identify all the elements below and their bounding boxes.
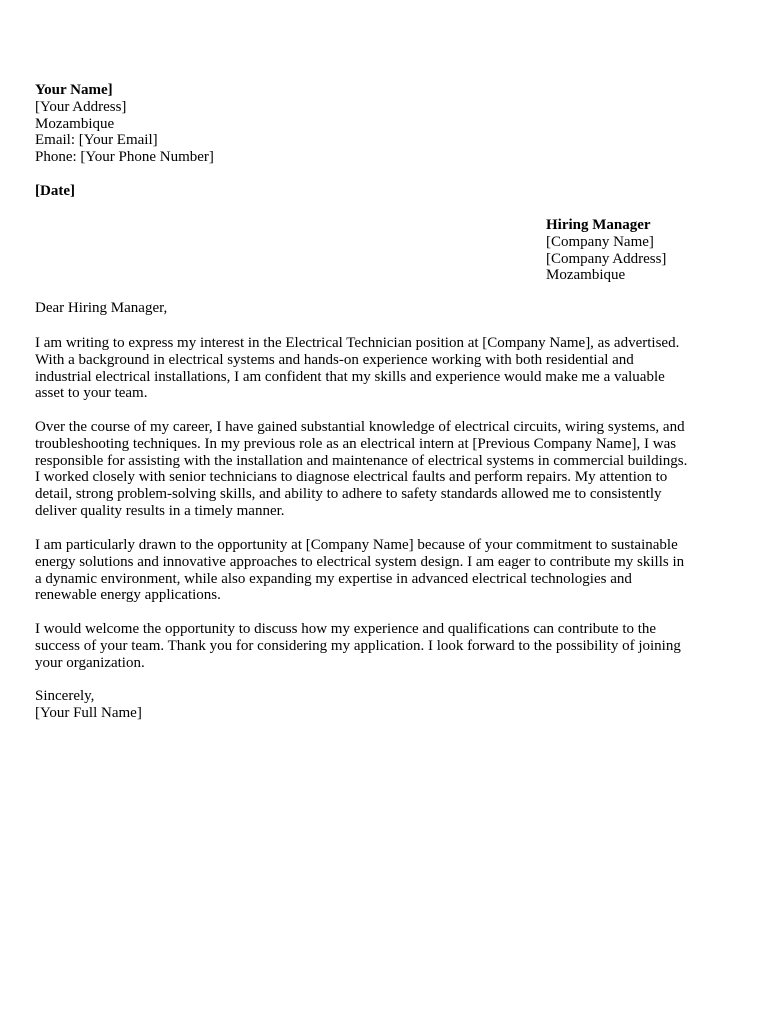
- paragraph-line: asset to your team.: [35, 385, 148, 402]
- signature-name: [Your Full Name]: [35, 704, 142, 721]
- date-block: [35, 183, 725, 200]
- body-paragraph-2: [35, 419, 725, 520]
- body-paragraph-4: [35, 621, 725, 671]
- paragraph-line: industrial electrical installations, I am confident that my skills and experience would make me a valuable: [35, 368, 665, 385]
- paragraph-line: I would welcome the opportunity to discuss how my experience and qualifications can contribute to the: [35, 621, 657, 637]
- salutation-text: Dear Hiring Manager,: [35, 300, 168, 316]
- body-paragraph-3: [35, 537, 725, 604]
- valediction: Sincerely,: [35, 688, 95, 704]
- recipient-company: [Company Name]: [546, 233, 654, 250]
- paragraph-line: I am particularly drawn to the opportunity at [Company Name] because of your commitment to sustainable: [35, 537, 678, 553]
- recipient-block: [546, 217, 746, 284]
- paragraph-line: renewable energy applications.: [35, 587, 221, 604]
- recipient-address: [Company Address]: [546, 250, 667, 267]
- paragraph-line: troubleshooting techniques. In my previous role as an electrical intern at [Previous Company Name], I was: [35, 435, 677, 452]
- paragraph-line: Over the course of my career, I have gained substantial knowledge of electrical circuits, wiring systems, and: [35, 419, 685, 435]
- closing-block: [35, 688, 725, 722]
- sender-address: [Your Address]: [35, 98, 127, 115]
- letter-date: [Date]: [35, 183, 75, 199]
- paragraph-line: deliver quality results in a timely manner.: [35, 502, 285, 519]
- paragraph-line: success of your team. Thank you for considering my application. I look forward to the possibility of joining: [35, 637, 681, 654]
- recipient-title: Hiring Manager: [546, 217, 651, 233]
- sender-block: [35, 82, 725, 166]
- paragraph-line: I worked closely with senior technicians to diagnose electrical faults and perform repairs. My attention to: [35, 469, 668, 486]
- paragraph-line: a dynamic environment, while also expanding my expertise in advanced electrical technologies and: [35, 570, 632, 587]
- body-paragraph-1: [35, 335, 725, 402]
- paragraph-line: your organization.: [35, 654, 145, 671]
- paragraph-line: With a background in electrical systems and hands-on experience working with both residential and: [35, 351, 634, 368]
- paragraph-line: detail, strong problem-solving skills, and ability to adhere to safety standards allowed me to consistently: [35, 486, 662, 503]
- recipient-country: Mozambique: [546, 267, 626, 284]
- sender-email: Email: [Your Email]: [35, 132, 158, 149]
- paragraph-line: responsible for assisting with the installation and maintenance of electrical systems in commercial buildings.: [35, 452, 688, 469]
- sender-phone: Phone: [Your Phone Number]: [35, 149, 214, 166]
- paragraph-line: I am writing to express my interest in the Electrical Technician position at [Company Name], as advertised.: [35, 335, 680, 351]
- salutation: [35, 300, 725, 317]
- sender-name: Your Name]: [35, 82, 113, 98]
- paragraph-line: energy solutions and innovative approaches to electrical system design. I am eager to contribute my skills in: [35, 553, 685, 570]
- sender-country: Mozambique: [35, 115, 115, 132]
